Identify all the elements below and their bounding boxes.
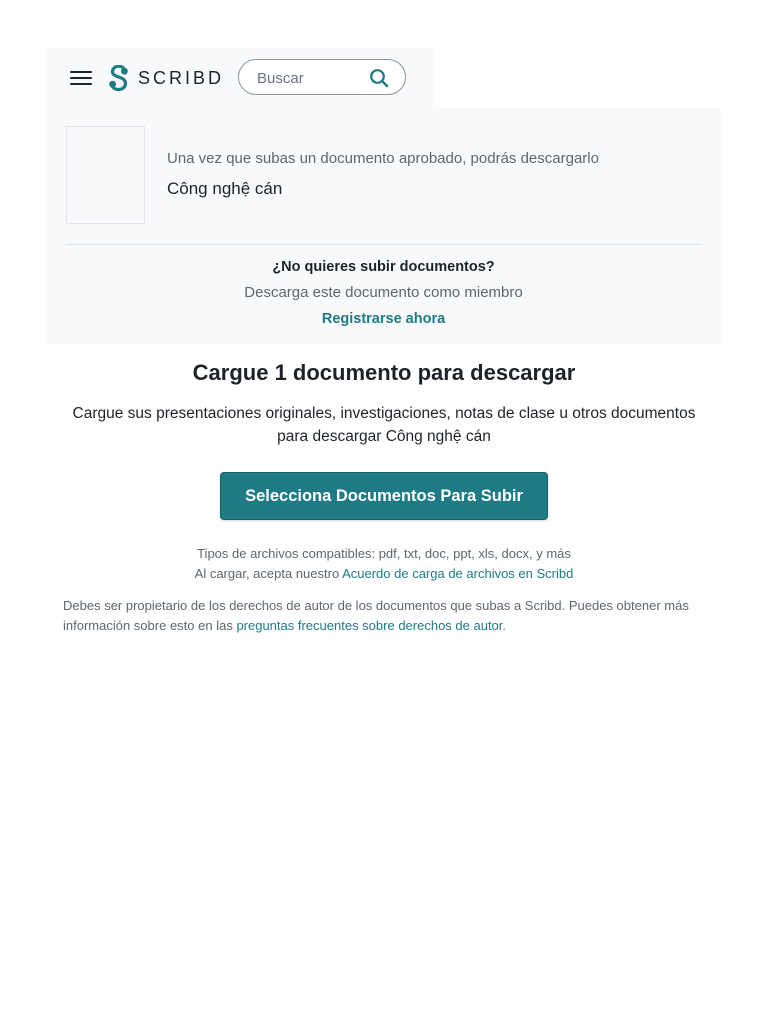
upload-agreement-line	[0, 564, 768, 584]
upload-heading: Cargue 1 documento para descargar	[192, 360, 576, 385]
divider	[66, 244, 700, 245]
approval-message: Una vez que subas un documento aprobado, podrás descargarlo	[167, 150, 599, 167]
search-input[interactable]	[255, 68, 369, 88]
member-download-text: Descarga este documento como miembro	[244, 284, 523, 301]
document-title: Công nghệ cán	[167, 179, 283, 198]
hamburger-menu-icon[interactable]	[70, 70, 92, 86]
agreement-prefix: Al cargar, acepta nuestro	[194, 566, 343, 581]
select-documents-button[interactable]: Selecciona Documentos Para Subir	[220, 472, 548, 520]
upload-description: Cargue sus presentaciones originales, investigaciones, notas de clase u otros documentos para descargar Công nghệ cán	[72, 405, 696, 445]
scribd-logo-icon	[108, 65, 130, 91]
download-info-panel	[46, 108, 721, 344]
document-thumbnail	[66, 126, 145, 224]
no-upload-question: ¿No quieres subir documentos?	[272, 259, 495, 275]
register-link[interactable]: Registrarse ahora	[321, 311, 446, 327]
search-icon[interactable]	[369, 68, 389, 88]
copyright-end: .	[502, 618, 507, 633]
scribd-logo[interactable]	[108, 64, 224, 92]
top-navigation-bar	[46, 48, 433, 108]
copyright-text: Debes ser propietario de los derechos de autor de los documentos que subas a Scribd. Puedes obtener más información sobre esto en las	[63, 598, 689, 633]
supported-filetypes: Tipos de archivos compatibles: pdf, txt, doc, ppt, xls, docx, y más	[197, 546, 571, 561]
upload-agreement-link[interactable]: Acuerdo de carga de archivos en Scribd	[342, 566, 574, 581]
search-box[interactable]	[238, 59, 406, 95]
copyright-faq-link[interactable]: preguntas frecuentes sobre derechos de autor	[236, 618, 503, 633]
upload-notes	[0, 544, 768, 584]
logo-text: SCRIBD	[138, 67, 225, 88]
copyright-notice	[63, 596, 703, 636]
